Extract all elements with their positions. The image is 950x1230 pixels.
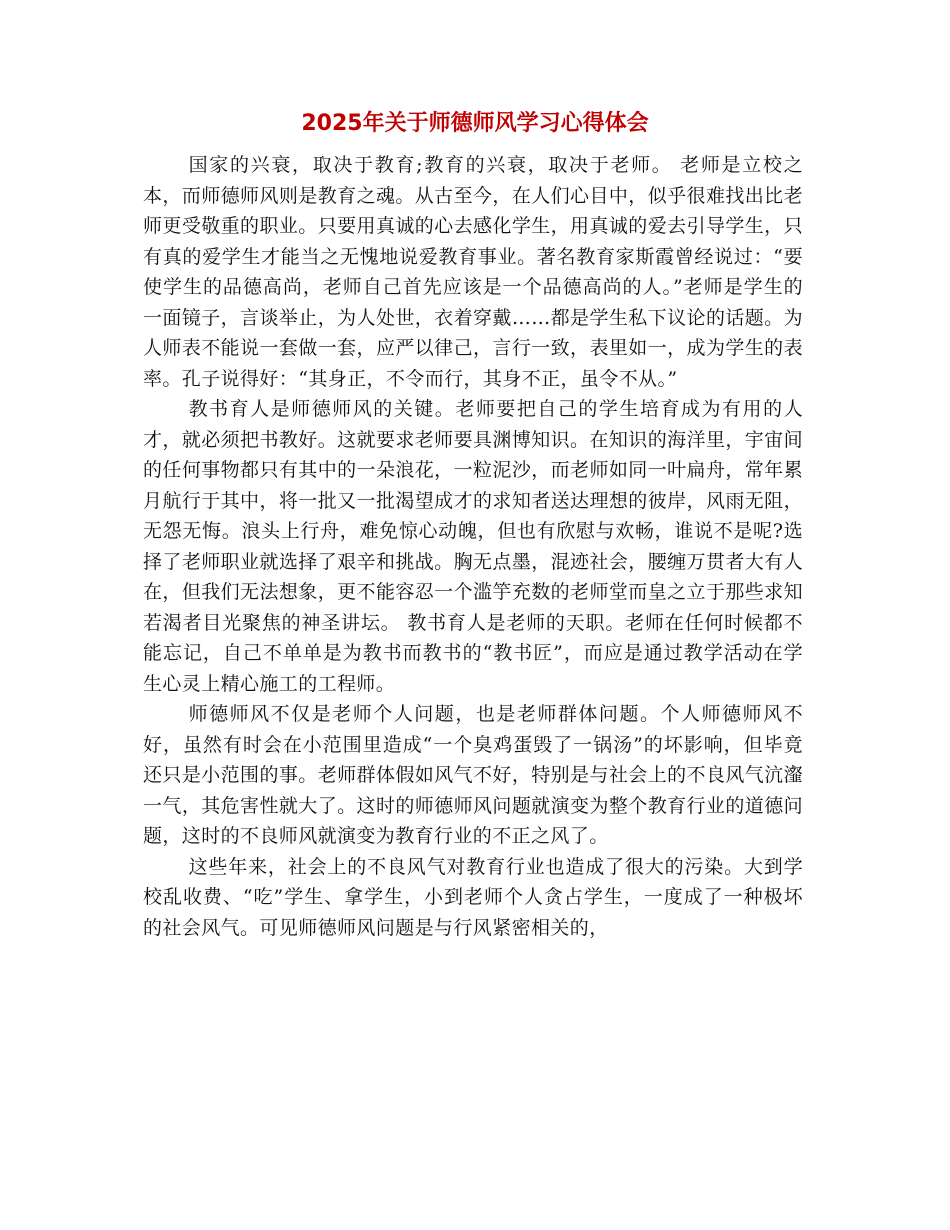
paragraph-1: 国家的兴衰，取决于教育;教育的兴衰，取决于老师。 老师是立校之本，而师德师风则是教育之魂。从古至今，在人们心目中，似乎很难找出比老师更受敬重的职业。只要用真诚的心去感化学生，用真诚的爱去引导学生，只有真的爱学生才能当之无愧地说爱教育事业。著名教育家斯霞曾经说过：“要使学生的品德高尚，老师自己首先应该是一个品德高尚的人。”老师是学生的一面镜子，言谈举止，为人处世，衣着穿戴……都是学生私下议论的话题。为人师表不能说一套做一套，应严以律己，言行一致，表里如一，成为学生的表率。孔子说得好：“其身正，不令而行，其身不正，虽令不从。” — [143, 154, 803, 390]
paragraph-4: 这些年来，社会上的不良风气对教育行业也造成了很大的污染。大到学校乱收费、“吃”学生、拿学生，小到老师个人贪占学生，一度成了一种极坏的社会风气。可见师德师风问题是与行风紧密相关的， — [143, 855, 803, 939]
document-title: 2025年关于师德师风学习心得体会 — [301, 111, 649, 136]
paragraph-3: 师德师风不仅是老师个人问题，也是老师群体问题。个人师德师风不好，虽然有时会在小范围里造成“一个臭鸡蛋毁了一锅汤”的坏影响，但毕竟还只是小范围的事。老师群体假如风气不好，特别是与社会上的不良风气沆瀣一气，其危害性就大了。这时的师德师风问题就演变为整个教育行业的道德问题，这时的不良师风就演变为教育行业的不正之风了。 — [143, 703, 803, 847]
document-body — [143, 150, 803, 943]
paragraph-2: 教书育人是师德师风的关键。老师要把自己的学生培育成为有用的人才，就必须把书教好。这就要求老师要具渊博知识。在知识的海洋里，宇宙间的任何事物都只有其中的一朵浪花，一粒泥沙，而老师如同一叶扁舟，常年累月航行于其中，将一批又一批渴望成才的求知者送达理想的彼岸，风雨无阻，无怨无悔。浪头上行舟，难免惊心动魄，但也有欣慰与欢畅，谁说不是呢?选择了老师职业就选择了艰辛和挑战。胸无点墨，混迹社会，腰缠万贯者大有人在，但我们无法想象，更不能容忍一个滥竽充数的老师堂而皇之立于那些求知若渴者目光聚焦的神圣讲坛。 教书育人是老师的天职。老师在任何时候都不能忘记，自己不单单是为教书而教书的“教书匠”，而应是通过教学活动在学生心灵上精心施工的工程师。 — [143, 398, 803, 695]
